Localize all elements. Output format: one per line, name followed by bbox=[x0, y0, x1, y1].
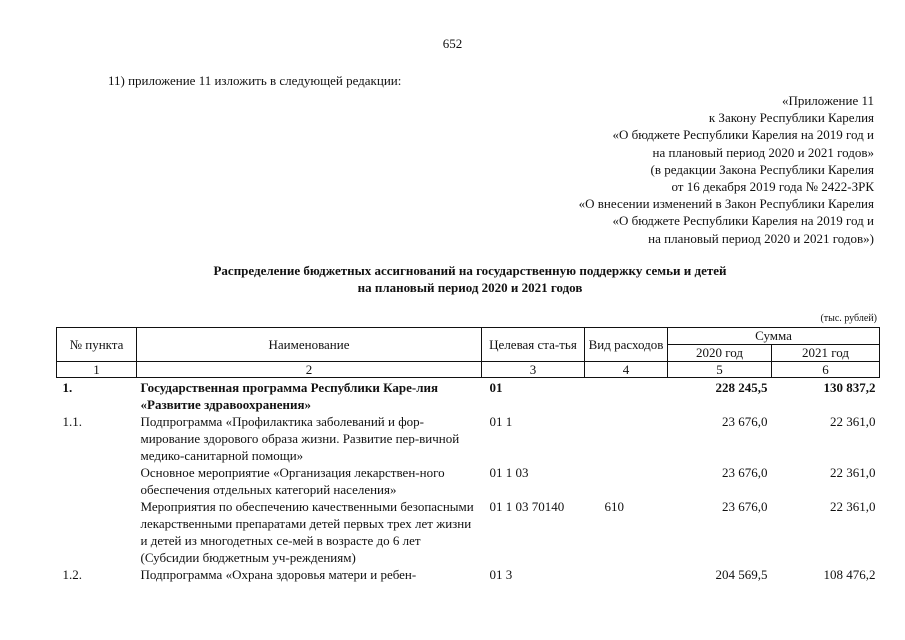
header-year-2020: 2020 год bbox=[668, 345, 772, 362]
column-number: 2 bbox=[137, 362, 482, 378]
document-title bbox=[0, 262, 905, 296]
row-amount-2020: 23 676,0 bbox=[722, 414, 768, 429]
column-number: 6 bbox=[772, 362, 880, 378]
annex-header bbox=[579, 92, 874, 247]
row-amount-2021: 130 837,2 bbox=[823, 380, 876, 395]
column-number: 4 bbox=[585, 362, 668, 378]
column-number: 5 bbox=[668, 362, 772, 378]
row-name: Государственная программа Республики Каре-лия «Развитие здравоохранения» bbox=[140, 380, 439, 412]
header-expense-type: Вид расходов bbox=[585, 328, 668, 362]
table-row bbox=[57, 413, 880, 464]
row-number bbox=[57, 498, 137, 566]
row-target: 01 bbox=[489, 380, 503, 395]
row-number: 1.2. bbox=[62, 567, 82, 582]
row-target: 01 1 bbox=[489, 414, 513, 429]
row-target: 01 3 bbox=[489, 567, 513, 582]
table-row bbox=[57, 464, 880, 498]
header-item-number: № пункта bbox=[57, 328, 137, 362]
row-amount-2021: 22 361,0 bbox=[830, 465, 876, 480]
row-amount-2021: 108 476,2 bbox=[823, 567, 876, 582]
table-row bbox=[57, 566, 880, 583]
row-target: 01 1 03 70140 bbox=[489, 499, 565, 514]
annex-line: на плановый период 2020 и 2021 годов») bbox=[648, 230, 874, 246]
annex-line: «О бюджете Республики Карелия на 2019 год и bbox=[612, 127, 874, 143]
annex-line: от 16 декабря 2019 года № 2422-ЗРК bbox=[671, 179, 874, 195]
row-amount-2021: 22 361,0 bbox=[830, 499, 876, 514]
row-number: 1.1. bbox=[62, 414, 82, 429]
row-amount-2021: 22 361,0 bbox=[830, 414, 876, 429]
header-target-article: Целевая ста-тья bbox=[482, 328, 585, 362]
header-name: Наименование bbox=[137, 328, 482, 362]
table-row bbox=[57, 498, 880, 566]
annex-line: к Закону Республики Карелия bbox=[708, 110, 874, 126]
row-number bbox=[57, 464, 137, 498]
row-target: 01 1 03 bbox=[489, 465, 529, 480]
document-title-line: на плановый период 2020 и 2021 годов bbox=[357, 280, 583, 295]
budget-table bbox=[56, 327, 880, 583]
row-name: Мероприятия по обеспечению качественными безопасными лекарственными препаратами детей первых трех лет жизни и детей из многодетных се-мей в возрасте до 6 лет (Субсидии бюджетным уч-реждениям) bbox=[140, 499, 474, 565]
row-amount-2020: 204 569,5 bbox=[715, 567, 768, 582]
row-name: Подпрограмма «Охрана здоровья матери и ребен- bbox=[140, 567, 417, 582]
row-amount-2020: 23 676,0 bbox=[722, 499, 768, 514]
table-row bbox=[57, 378, 880, 414]
header-year-2021: 2021 год bbox=[772, 345, 880, 362]
annex-line: «О бюджете Республики Карелия на 2019 год и bbox=[612, 213, 874, 229]
row-amount-2020: 228 245,5 bbox=[715, 380, 768, 395]
header-sum: Сумма bbox=[668, 328, 880, 345]
row-expense-type bbox=[585, 464, 668, 498]
column-number: 3 bbox=[482, 362, 585, 378]
units-label: (тыс. рублей) bbox=[820, 313, 877, 324]
annex-line: «Приложение 11 bbox=[781, 93, 874, 108]
row-expense-type bbox=[585, 566, 668, 583]
row-amount-2020: 23 676,0 bbox=[722, 465, 768, 480]
row-name: Основное мероприятие «Организация лекарствен-ного обеспечения отдельных категорий населения» bbox=[140, 465, 445, 497]
row-expense-type bbox=[585, 413, 668, 464]
annex-line: «О внесении изменений в Закон Республики Карелия bbox=[578, 196, 874, 212]
row-expense-type: 610 bbox=[604, 499, 624, 514]
column-number: 1 bbox=[57, 362, 137, 378]
annex-line: (в редакции Закона Республики Карелия bbox=[650, 161, 874, 177]
annex-line: на плановый период 2020 и 2021 годов» bbox=[652, 144, 874, 160]
document-title-line: Распределение бюджетных ассигнований на государственную поддержку семьи и детей bbox=[213, 263, 727, 278]
page-number: 652 bbox=[442, 36, 463, 51]
row-name: Подпрограмма «Профилактика заболеваний и фор-мирование здорового образа жизни. Развитие пер-вичной медико-санитарной помощи» bbox=[140, 414, 460, 463]
intro-text: 11) приложение 11 изложить в следующей редакции: bbox=[108, 73, 402, 88]
row-expense-type bbox=[585, 378, 668, 414]
row-number: 1. bbox=[62, 380, 73, 395]
